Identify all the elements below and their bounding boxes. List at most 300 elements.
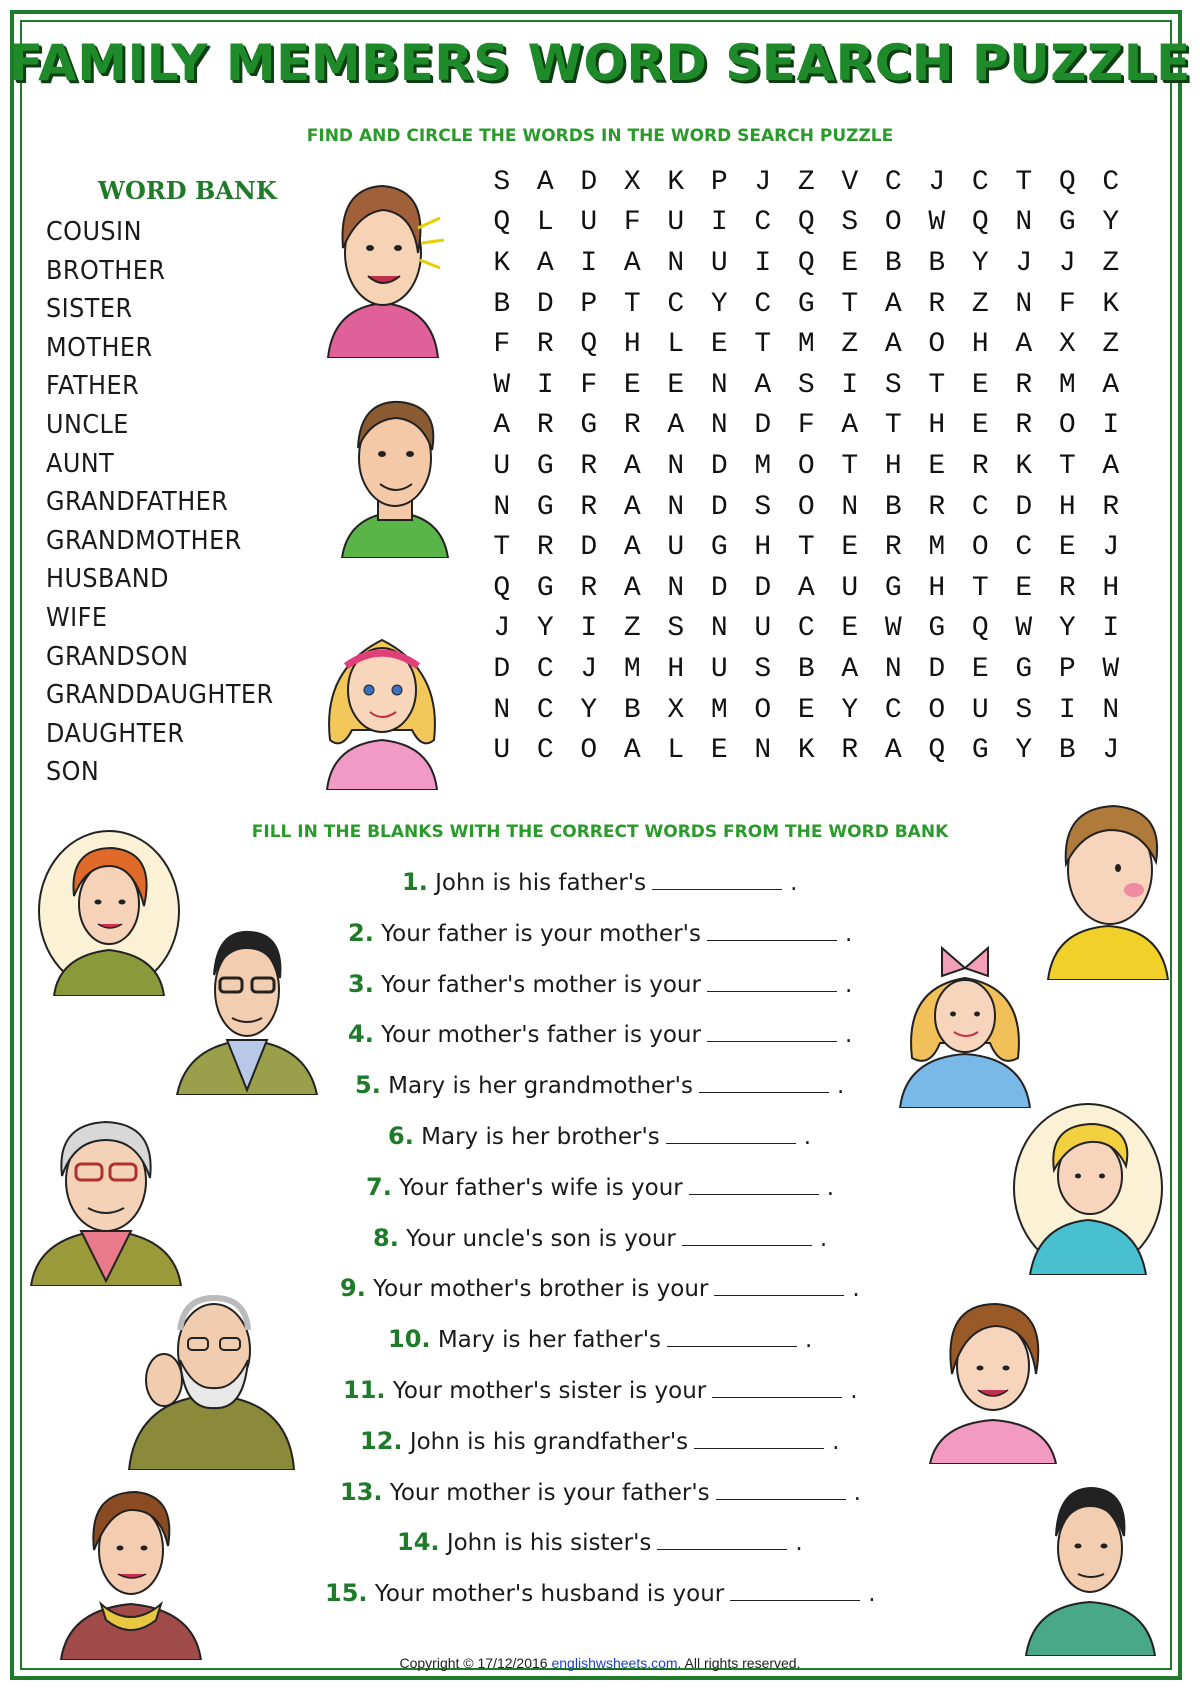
grid-letter[interactable]: I bbox=[841, 369, 859, 401]
grid-letter[interactable]: G bbox=[797, 288, 815, 320]
grid-letter[interactable]: X bbox=[1058, 329, 1076, 361]
grid-letter[interactable]: C bbox=[971, 491, 989, 523]
grid-letter[interactable]: E bbox=[623, 369, 641, 401]
grid-letter[interactable]: R bbox=[580, 491, 598, 523]
grid-letter[interactable]: K bbox=[1015, 450, 1033, 482]
sentence-number: 8. bbox=[373, 1223, 399, 1252]
grid-letter[interactable]: U bbox=[971, 694, 989, 726]
man-uncle-portrait bbox=[330, 388, 460, 558]
grid-letter[interactable]: D bbox=[710, 572, 728, 604]
grid-letter[interactable]: G bbox=[1058, 207, 1076, 239]
grid-letter[interactable]: Z bbox=[841, 329, 859, 361]
grid-letter[interactable]: A bbox=[1102, 450, 1120, 482]
sentence-period: . bbox=[852, 1276, 860, 1303]
grid-letter[interactable]: I bbox=[754, 247, 772, 279]
grid-letter[interactable]: F bbox=[623, 207, 641, 239]
grid-letter[interactable]: B bbox=[1058, 735, 1076, 767]
grid-letter[interactable]: G bbox=[971, 735, 989, 767]
grid-letter[interactable]: S bbox=[797, 369, 815, 401]
grid-letter[interactable]: N bbox=[841, 491, 859, 523]
answer-blank[interactable] bbox=[699, 1074, 829, 1093]
grid-letter[interactable]: Q bbox=[928, 735, 946, 767]
grid-letter[interactable]: G bbox=[884, 572, 902, 604]
grid-letter[interactable]: X bbox=[623, 166, 641, 198]
grid-letter[interactable]: E bbox=[971, 369, 989, 401]
grid-letter[interactable]: Q bbox=[1058, 166, 1076, 198]
sentence-number: 6. bbox=[388, 1122, 414, 1150]
grid-letter[interactable]: K bbox=[667, 166, 685, 198]
grid-letter[interactable]: N bbox=[493, 694, 511, 726]
grid-letter[interactable]: R bbox=[536, 410, 554, 442]
grid-letter[interactable]: G bbox=[928, 613, 946, 645]
grid-letter[interactable]: T bbox=[841, 450, 859, 482]
grid-letter[interactable]: Y bbox=[580, 694, 598, 726]
grid-letter[interactable]: U bbox=[493, 735, 511, 767]
grid-row bbox=[480, 487, 1133, 528]
grid-letter[interactable]: A bbox=[623, 450, 641, 482]
grid-letter[interactable]: S bbox=[754, 653, 772, 685]
grid-letter[interactable]: S bbox=[884, 369, 902, 401]
grid-letter[interactable]: T bbox=[1015, 166, 1033, 198]
woman-cousin-portrait bbox=[318, 168, 448, 358]
grid-letter[interactable]: Y bbox=[1015, 735, 1033, 767]
grid-letter[interactable]: D bbox=[754, 572, 772, 604]
grid-letter[interactable]: U bbox=[754, 613, 772, 645]
sentence-period: . bbox=[844, 920, 853, 947]
grid-letter[interactable]: I bbox=[1102, 410, 1120, 442]
grid-letter[interactable]: J bbox=[1058, 247, 1076, 279]
sentence-number: 14. bbox=[397, 1528, 440, 1557]
grid-letter[interactable]: D bbox=[710, 491, 728, 523]
grid-letter[interactable]: A bbox=[623, 572, 641, 604]
sentence-period: . bbox=[790, 870, 798, 896]
grid-letter[interactable]: Y bbox=[971, 247, 989, 279]
grid-row bbox=[480, 609, 1133, 650]
grid-letter[interactable]: A bbox=[884, 288, 902, 320]
grandmother-portrait bbox=[26, 1106, 186, 1286]
grid-letter[interactable]: W bbox=[1102, 653, 1120, 685]
grid-letter[interactable]: M bbox=[928, 532, 946, 564]
word-bank-item: SISTER bbox=[46, 294, 133, 325]
grid-letter[interactable]: R bbox=[536, 329, 554, 361]
grid-letter[interactable]: E bbox=[710, 735, 728, 767]
grid-letter[interactable]: U bbox=[667, 207, 685, 239]
grid-letter[interactable]: N bbox=[1015, 288, 1033, 320]
sentence-4 bbox=[348, 1020, 852, 1048]
man-father-portrait bbox=[172, 920, 322, 1095]
grid-letter[interactable]: T bbox=[623, 288, 641, 320]
word-bank-item: MOTHER bbox=[46, 332, 153, 363]
sentence-5 bbox=[355, 1071, 844, 1099]
answer-blank[interactable] bbox=[712, 1379, 842, 1398]
answer-blank[interactable] bbox=[707, 922, 837, 941]
grid-letter[interactable]: I bbox=[580, 613, 598, 645]
grid-letter[interactable]: P bbox=[710, 166, 728, 198]
grid-letter[interactable]: D bbox=[710, 450, 728, 482]
grid-letter[interactable]: C bbox=[536, 694, 554, 726]
grid-letter[interactable]: U bbox=[580, 207, 598, 239]
grid-letter[interactable]: H bbox=[971, 329, 989, 361]
grid-letter[interactable]: J bbox=[754, 166, 772, 198]
grid-letter[interactable]: T bbox=[971, 572, 989, 604]
grid-letter[interactable]: A bbox=[536, 247, 554, 279]
sentence-number: 5. bbox=[355, 1071, 381, 1100]
grid-letter[interactable]: H bbox=[928, 410, 946, 442]
grid-letter[interactable]: I bbox=[1058, 694, 1076, 726]
grid-letter[interactable]: Q bbox=[971, 207, 989, 239]
grid-letter[interactable]: H bbox=[623, 329, 641, 361]
grid-letter[interactable]: L bbox=[667, 329, 685, 361]
grid-letter[interactable]: N bbox=[667, 247, 685, 279]
answer-blank[interactable] bbox=[707, 1023, 837, 1042]
grid-letter[interactable]: S bbox=[841, 207, 859, 239]
grid-letter[interactable]: U bbox=[667, 532, 685, 564]
grid-letter[interactable]: C bbox=[536, 735, 554, 767]
grid-letter[interactable]: G bbox=[710, 532, 728, 564]
grid-letter[interactable]: N bbox=[667, 572, 685, 604]
sentence-text: John is his grandfather's bbox=[409, 1428, 689, 1455]
grid-letter[interactable]: Q bbox=[493, 207, 511, 239]
site-link[interactable]: englishwsheets.com bbox=[551, 1655, 678, 1671]
grid-letter[interactable]: R bbox=[928, 288, 946, 320]
grid-row bbox=[480, 730, 1133, 771]
answer-blank[interactable] bbox=[667, 1328, 797, 1347]
grid-letter[interactable]: H bbox=[1102, 572, 1120, 604]
grid-letter[interactable]: H bbox=[928, 572, 946, 604]
grid-letter[interactable]: A bbox=[884, 735, 902, 767]
grid-letter[interactable]: J bbox=[493, 613, 511, 645]
grid-letter[interactable]: R bbox=[580, 572, 598, 604]
grid-letter[interactable]: O bbox=[971, 532, 989, 564]
word-search-grid bbox=[480, 162, 1133, 771]
grid-letter[interactable]: S bbox=[667, 613, 685, 645]
sentence-6 bbox=[388, 1122, 811, 1150]
grid-letter[interactable]: H bbox=[754, 532, 772, 564]
grid-letter[interactable]: C bbox=[797, 613, 815, 645]
sentence-period: . bbox=[805, 1327, 813, 1354]
grid-letter[interactable]: G bbox=[580, 410, 598, 442]
grid-letter[interactable]: R bbox=[1015, 369, 1033, 401]
sentence-7 bbox=[366, 1173, 834, 1201]
grid-letter[interactable]: O bbox=[884, 207, 902, 239]
sentence-9 bbox=[340, 1274, 860, 1302]
answer-blank[interactable] bbox=[689, 1176, 819, 1195]
grid-letter[interactable]: B bbox=[623, 694, 641, 726]
sentence-11 bbox=[343, 1376, 858, 1404]
grid-letter[interactable]: Z bbox=[1102, 247, 1120, 279]
grid-letter[interactable]: N bbox=[710, 369, 728, 401]
answer-blank[interactable] bbox=[714, 1277, 844, 1296]
grid-letter[interactable]: E bbox=[841, 613, 859, 645]
grid-letter[interactable]: N bbox=[667, 491, 685, 523]
grid-letter[interactable]: E bbox=[841, 532, 859, 564]
grid-letter[interactable]: E bbox=[1015, 572, 1033, 604]
grid-letter[interactable]: C bbox=[884, 166, 902, 198]
grid-letter[interactable]: U bbox=[841, 572, 859, 604]
grid-letter[interactable]: B bbox=[928, 247, 946, 279]
grid-row bbox=[480, 527, 1133, 568]
grid-letter[interactable]: Q bbox=[797, 207, 815, 239]
sentence-number: 9. bbox=[340, 1274, 366, 1303]
sentence-text: Mary is her brother's bbox=[421, 1124, 660, 1150]
answer-blank[interactable] bbox=[682, 1227, 812, 1246]
grid-letter[interactable]: M bbox=[710, 694, 728, 726]
grid-letter[interactable]: H bbox=[1058, 491, 1076, 523]
grid-row bbox=[480, 203, 1133, 244]
grid-letter[interactable]: A bbox=[623, 247, 641, 279]
grid-letter[interactable]: N bbox=[710, 613, 728, 645]
grid-letter[interactable]: R bbox=[1102, 491, 1120, 523]
grid-letter[interactable]: C bbox=[536, 653, 554, 685]
grid-letter[interactable]: R bbox=[623, 410, 641, 442]
grid-letter[interactable]: S bbox=[493, 166, 511, 198]
word-bank-item: FATHER bbox=[46, 371, 140, 402]
grid-letter[interactable]: Y bbox=[710, 288, 728, 320]
grid-letter[interactable]: C bbox=[971, 166, 989, 198]
grid-letter[interactable]: E bbox=[971, 653, 989, 685]
grid-letter[interactable]: Y bbox=[841, 694, 859, 726]
grid-letter[interactable]: M bbox=[797, 329, 815, 361]
grid-letter[interactable]: E bbox=[971, 410, 989, 442]
grid-letter[interactable]: J bbox=[1102, 532, 1120, 564]
grid-letter[interactable]: R bbox=[884, 532, 902, 564]
grid-letter[interactable]: G bbox=[536, 572, 554, 604]
answer-blank[interactable] bbox=[694, 1430, 824, 1449]
girl-daughter-portrait bbox=[890, 928, 1040, 1108]
grid-letter[interactable]: U bbox=[710, 653, 728, 685]
grid-letter[interactable]: D bbox=[754, 410, 772, 442]
grid-letter[interactable]: Z bbox=[971, 288, 989, 320]
grid-letter[interactable]: D bbox=[493, 653, 511, 685]
grid-letter[interactable]: M bbox=[623, 653, 641, 685]
grid-letter[interactable]: C bbox=[754, 288, 772, 320]
grid-letter[interactable]: E bbox=[710, 329, 728, 361]
grid-letter[interactable]: B bbox=[884, 247, 902, 279]
grid-letter[interactable]: K bbox=[493, 247, 511, 279]
grid-letter[interactable]: W bbox=[884, 613, 902, 645]
grid-letter[interactable]: O bbox=[754, 694, 772, 726]
grid-letter[interactable]: I bbox=[580, 247, 598, 279]
sentence-period: . bbox=[853, 1479, 861, 1506]
grid-letter[interactable]: R bbox=[1015, 410, 1033, 442]
sentence-period: . bbox=[819, 1225, 828, 1252]
sentence-period: . bbox=[826, 1174, 835, 1201]
grid-letter[interactable]: D bbox=[580, 532, 598, 564]
grid-letter[interactable]: K bbox=[1102, 288, 1120, 320]
word-bank-item: GRANDFATHER bbox=[46, 487, 229, 518]
grid-letter[interactable]: P bbox=[1058, 653, 1076, 685]
grid-letter[interactable]: T bbox=[493, 532, 511, 564]
grid-letter[interactable]: Y bbox=[536, 613, 554, 645]
grid-letter[interactable]: D bbox=[928, 653, 946, 685]
grid-letter[interactable]: J bbox=[1102, 735, 1120, 767]
grid-letter[interactable]: O bbox=[928, 694, 946, 726]
grid-letter[interactable]: O bbox=[797, 491, 815, 523]
grid-letter[interactable]: I bbox=[1102, 613, 1120, 645]
grid-letter[interactable]: T bbox=[884, 410, 902, 442]
sentence-period: . bbox=[836, 1073, 845, 1100]
grid-letter[interactable]: K bbox=[797, 735, 815, 767]
grid-letter[interactable]: A bbox=[1102, 369, 1120, 401]
grid-letter[interactable]: R bbox=[580, 450, 598, 482]
grid-letter[interactable]: T bbox=[797, 532, 815, 564]
man-husband-portrait bbox=[1018, 1476, 1163, 1656]
grid-letter[interactable]: B bbox=[797, 653, 815, 685]
grid-letter[interactable]: M bbox=[1058, 369, 1076, 401]
grid-letter[interactable]: Y bbox=[1102, 207, 1120, 239]
grid-letter[interactable]: N bbox=[1102, 694, 1120, 726]
grid-letter[interactable]: E bbox=[797, 694, 815, 726]
grid-letter[interactable]: N bbox=[884, 653, 902, 685]
answer-blank[interactable] bbox=[652, 871, 782, 890]
grid-letter[interactable]: C bbox=[884, 694, 902, 726]
sentence-text: Your uncle's son is your bbox=[406, 1225, 676, 1252]
grid-letter[interactable]: A bbox=[884, 329, 902, 361]
grid-letter[interactable]: S bbox=[1015, 694, 1033, 726]
grid-letter[interactable]: Z bbox=[1102, 329, 1120, 361]
grid-letter[interactable]: O bbox=[797, 450, 815, 482]
grid-letter[interactable]: T bbox=[841, 288, 859, 320]
grid-letter[interactable]: E bbox=[841, 247, 859, 279]
answer-blank[interactable] bbox=[657, 1531, 787, 1550]
answer-blank[interactable] bbox=[730, 1582, 860, 1601]
grid-letter[interactable]: O bbox=[928, 329, 946, 361]
grid-letter[interactable]: N bbox=[493, 491, 511, 523]
grid-letter[interactable]: N bbox=[1015, 207, 1033, 239]
sentence-number: 4. bbox=[348, 1020, 374, 1049]
sentence-12 bbox=[360, 1427, 839, 1455]
grid-letter[interactable]: G bbox=[536, 491, 554, 523]
grid-letter[interactable]: D bbox=[536, 288, 554, 320]
grid-letter[interactable]: A bbox=[623, 491, 641, 523]
sentence-period: . bbox=[844, 1022, 853, 1049]
grid-row bbox=[480, 162, 1133, 203]
answer-blank[interactable] bbox=[716, 1481, 846, 1500]
grid-letter[interactable]: C bbox=[754, 207, 772, 239]
grid-letter[interactable]: I bbox=[536, 369, 554, 401]
grid-letter[interactable]: W bbox=[1015, 613, 1033, 645]
girl-granddaughter-portrait bbox=[312, 610, 452, 790]
grid-letter[interactable]: B bbox=[493, 288, 511, 320]
grid-letter[interactable]: I bbox=[710, 207, 728, 239]
grid-letter[interactable]: W bbox=[493, 369, 511, 401]
sentence-period: . bbox=[795, 1530, 803, 1557]
grid-letter[interactable]: M bbox=[754, 450, 772, 482]
grid-letter[interactable]: J bbox=[928, 166, 946, 198]
sentence-text: Your mother's sister is your bbox=[392, 1378, 707, 1404]
grid-letter[interactable]: V bbox=[841, 166, 859, 198]
grid-letter[interactable]: N bbox=[710, 410, 728, 442]
grid-letter[interactable]: F bbox=[580, 369, 598, 401]
sentence-text: Your father's wife is your bbox=[399, 1174, 683, 1201]
sentence-number: 2. bbox=[348, 918, 374, 947]
grid-letter[interactable]: A bbox=[536, 166, 554, 198]
grid-letter[interactable]: R bbox=[1058, 572, 1076, 604]
grid-letter[interactable]: P bbox=[580, 288, 598, 320]
grid-letter[interactable]: R bbox=[536, 532, 554, 564]
grid-letter[interactable]: F bbox=[493, 329, 511, 361]
grid-letter[interactable]: D bbox=[580, 166, 598, 198]
sentence-text: John is his sister's bbox=[446, 1530, 652, 1557]
grid-letter[interactable]: A bbox=[493, 410, 511, 442]
grid-letter[interactable]: A bbox=[841, 410, 859, 442]
grid-letter[interactable]: U bbox=[493, 450, 511, 482]
grid-letter[interactable]: T bbox=[1058, 450, 1076, 482]
grid-letter[interactable]: J bbox=[580, 653, 598, 685]
grid-letter[interactable]: D bbox=[1015, 491, 1033, 523]
sentence-period: . bbox=[803, 1124, 812, 1150]
grid-letter[interactable]: A bbox=[667, 410, 685, 442]
grid-letter[interactable]: Q bbox=[580, 329, 598, 361]
grid-letter[interactable]: R bbox=[841, 735, 859, 767]
grid-letter[interactable]: G bbox=[536, 450, 554, 482]
grid-letter[interactable]: Q bbox=[971, 613, 989, 645]
grid-letter[interactable]: Q bbox=[797, 247, 815, 279]
answer-blank[interactable] bbox=[707, 973, 837, 992]
grid-letter[interactable]: Y bbox=[1058, 613, 1076, 645]
grid-letter[interactable]: L bbox=[536, 207, 554, 239]
grid-letter[interactable]: A bbox=[623, 735, 641, 767]
woman-aunt-portrait bbox=[56, 1480, 206, 1660]
answer-blank[interactable] bbox=[666, 1125, 796, 1144]
search-instructions: FIND AND CIRCLE THE WORDS IN THE WORD SEARCH PUZZLE bbox=[306, 126, 894, 146]
grid-letter[interactable]: C bbox=[667, 288, 685, 320]
grid-row bbox=[480, 649, 1133, 690]
grid-letter[interactable]: W bbox=[928, 207, 946, 239]
grid-letter[interactable]: L bbox=[667, 735, 685, 767]
sentence-number: 10. bbox=[388, 1325, 431, 1354]
grid-letter[interactable]: A bbox=[754, 369, 772, 401]
grid-letter[interactable]: U bbox=[710, 247, 728, 279]
grid-letter[interactable]: Q bbox=[493, 572, 511, 604]
word-bank-item: AUNT bbox=[46, 448, 115, 479]
sentence-text: Your mother's father is your bbox=[381, 1022, 701, 1049]
grid-letter[interactable]: O bbox=[580, 735, 598, 767]
word-bank-list bbox=[46, 213, 293, 792]
grid-letter[interactable]: B bbox=[884, 491, 902, 523]
grid-letter[interactable]: R bbox=[928, 491, 946, 523]
grid-letter[interactable]: C bbox=[1102, 166, 1120, 198]
grid-row bbox=[480, 406, 1133, 447]
grid-letter[interactable]: Z bbox=[797, 166, 815, 198]
grid-letter[interactable]: G bbox=[1015, 653, 1033, 685]
grid-letter[interactable]: Z bbox=[623, 613, 641, 645]
grid-letter[interactable]: N bbox=[667, 450, 685, 482]
sentence-text: Mary is her father's bbox=[437, 1327, 662, 1354]
grid-letter[interactable]: N bbox=[754, 735, 772, 767]
grid-letter[interactable]: E bbox=[667, 369, 685, 401]
grid-letter[interactable]: O bbox=[1058, 410, 1076, 442]
grid-letter[interactable]: X bbox=[667, 694, 685, 726]
grid-letter[interactable]: H bbox=[667, 653, 685, 685]
grid-letter[interactable]: F bbox=[797, 410, 815, 442]
grid-letter[interactable]: F bbox=[1058, 288, 1076, 320]
grid-letter[interactable]: H bbox=[884, 450, 902, 482]
grid-letter[interactable]: S bbox=[754, 491, 772, 523]
grid-letter[interactable]: A bbox=[841, 653, 859, 685]
grid-letter[interactable]: C bbox=[1015, 532, 1033, 564]
grid-letter[interactable]: A bbox=[797, 572, 815, 604]
grid-letter[interactable]: T bbox=[928, 369, 946, 401]
grid-letter[interactable]: T bbox=[754, 329, 772, 361]
grid-letter[interactable]: E bbox=[928, 450, 946, 482]
grid-letter[interactable]: R bbox=[971, 450, 989, 482]
word-bank-item: BROTHER bbox=[46, 255, 166, 286]
grid-letter[interactable]: A bbox=[623, 532, 641, 564]
grid-letter[interactable]: J bbox=[1015, 247, 1033, 279]
grid-letter[interactable]: A bbox=[1015, 329, 1033, 361]
grid-letter[interactable]: E bbox=[1058, 532, 1076, 564]
